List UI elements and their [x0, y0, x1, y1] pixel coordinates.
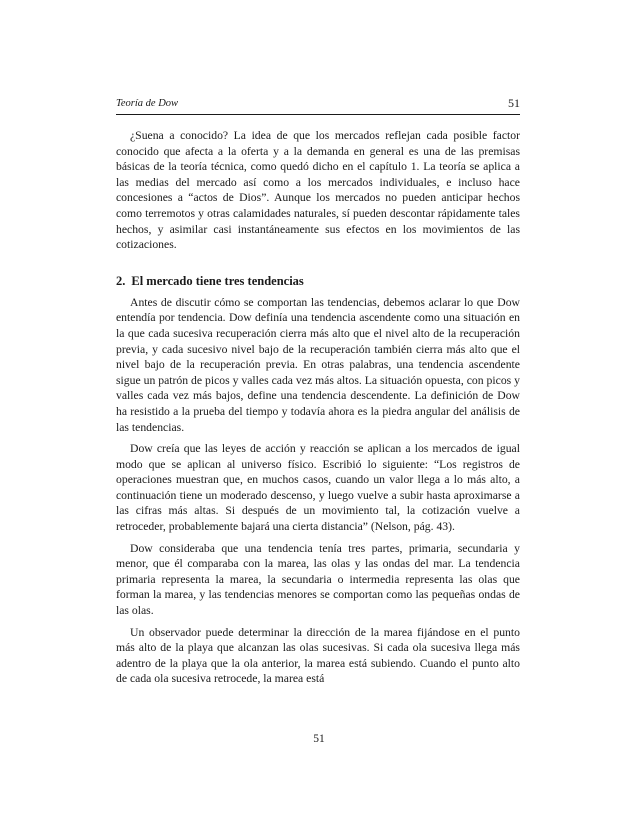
running-header [116, 96, 520, 115]
paragraph: Dow consideraba que una tendencia tenía tres partes, primaria, secundaria y menor, que él comparaba con la marea, las olas y las ondas del mar. La tendencia primaria representa la marea, la secundaria o intermedia representa las olas que forman la marea, y las tendencias menores se comportan como las pequeñas ondas de las olas. [116, 541, 520, 618]
running-title: Teoría de Dow [116, 98, 179, 109]
paragraph: ¿Suena a conocido? La idea de que los mercados reflejan cada posible factor conocido que afecta a la oferta y a la demanda en general es una de las premisas básicas de la teoría técnica, como quedó dicho en el capítulo 1. La teoría se aplica a las medias del mercado así como a los mercados individuales, e incluso hace concesiones a “actos de Dios”. Aunque los mercados no pueden anticipar hechos como terremotos y otras calamidades naturales, sí pueden descontar rápidamente tales hechos, y asimilar casi instantáneamente sus efectos en los movimientos de las cotizaciones. [116, 129, 520, 252]
page-body [116, 128, 520, 687]
header-page-number: 51 [508, 96, 520, 110]
section-number: 2. [116, 273, 126, 288]
paragraph: Un observador puede determinar la dirección de la marea fijándose en el punto más alto de la playa que alcanzan las olas sucesivas. Si cada ola sucesiva llega más adentro de la playa que la ola anterior, la marea está subiendo. Cuando el punto alto de cada ola sucesiva retrocede, la marea está [116, 625, 520, 686]
footer-page-number: 51 [313, 733, 325, 745]
section-heading [116, 273, 520, 289]
section-title: El mercado tiene tres tendencias [131, 273, 304, 288]
paragraph: Dow creía que las leyes de acción y reacción se aplican a los mercados de igual modo que se aplican al universo físico. Escribió lo siguiente: “Los registros de operaciones muestran que, en muchos casos, cuando un valor llega a lo más alto, a continuación tiene un moderado descenso, y luego vuelve a subir hasta aproximarse a las cifras más altas. Si después de un movimiento tal, la cotización vuelve a retroceder, probablemente bajará una cierta distancia” (Nelson, pág. 43). [116, 442, 520, 534]
paragraph: Antes de discutir cómo se comportan las tendencias, debemos aclarar lo que Dow entendía por tendencia. Dow definía una tendencia ascendente como una situación en la que cada sucesiva recuperación cierra más alto que el nivel alto de la recuperación previa, y cada sucesivo nivel bajo de la recuperación también cierra más alto que el nivel bajo de la recuperación previa. En otras palabras, una tendencia ascendente sigue un patrón de picos y valles cada vez más altos. La situación opuesta, con picos y valles cada vez más bajos, define una tendencia descendente. La definición de Dow ha resistido a la prueba del tiempo y todavía ahora es la piedra angular del análisis de las tendencias. [116, 295, 520, 434]
